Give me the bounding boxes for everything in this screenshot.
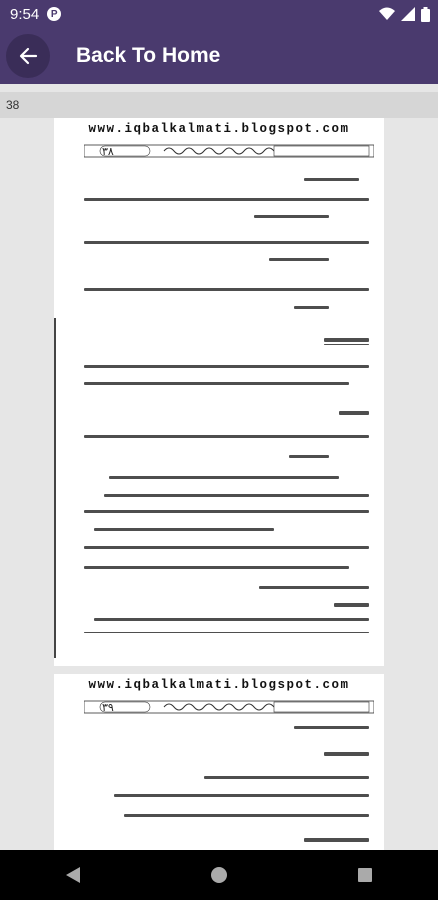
arrow-left-icon <box>18 46 38 66</box>
status-icons <box>379 7 430 22</box>
signal-icon <box>401 7 415 21</box>
pdf-page[interactable] <box>54 674 384 850</box>
app-title: Back To Home <box>76 44 221 67</box>
nav-home-icon[interactable] <box>210 866 228 884</box>
pdf-viewer[interactable] <box>0 118 438 850</box>
nav-back-icon[interactable] <box>65 866 81 884</box>
nav-recents-icon[interactable] <box>357 867 373 883</box>
wifi-icon <box>379 7 395 21</box>
ornamental-border <box>84 144 374 158</box>
navigation-bar <box>0 850 438 900</box>
page-number-label: 38 <box>6 98 20 112</box>
app-bar <box>0 28 438 84</box>
page-margin-line <box>54 318 56 658</box>
page-number: ٣٩ <box>102 701 114 714</box>
notification-badge-icon: P <box>47 7 61 21</box>
page-number: ٣٨ <box>102 145 114 158</box>
status-bar <box>0 0 438 28</box>
back-button[interactable] <box>6 34 50 78</box>
page-header-url: www.iqbalkalmati.blogspot.com <box>88 678 350 692</box>
pdf-page[interactable] <box>54 118 384 666</box>
status-time: 9:54 <box>10 5 40 23</box>
page-header-url: www.iqbalkalmati.blogspot.com <box>88 122 350 136</box>
page-indicator <box>0 92 438 118</box>
ornamental-border <box>84 700 374 714</box>
battery-icon <box>421 7 430 22</box>
